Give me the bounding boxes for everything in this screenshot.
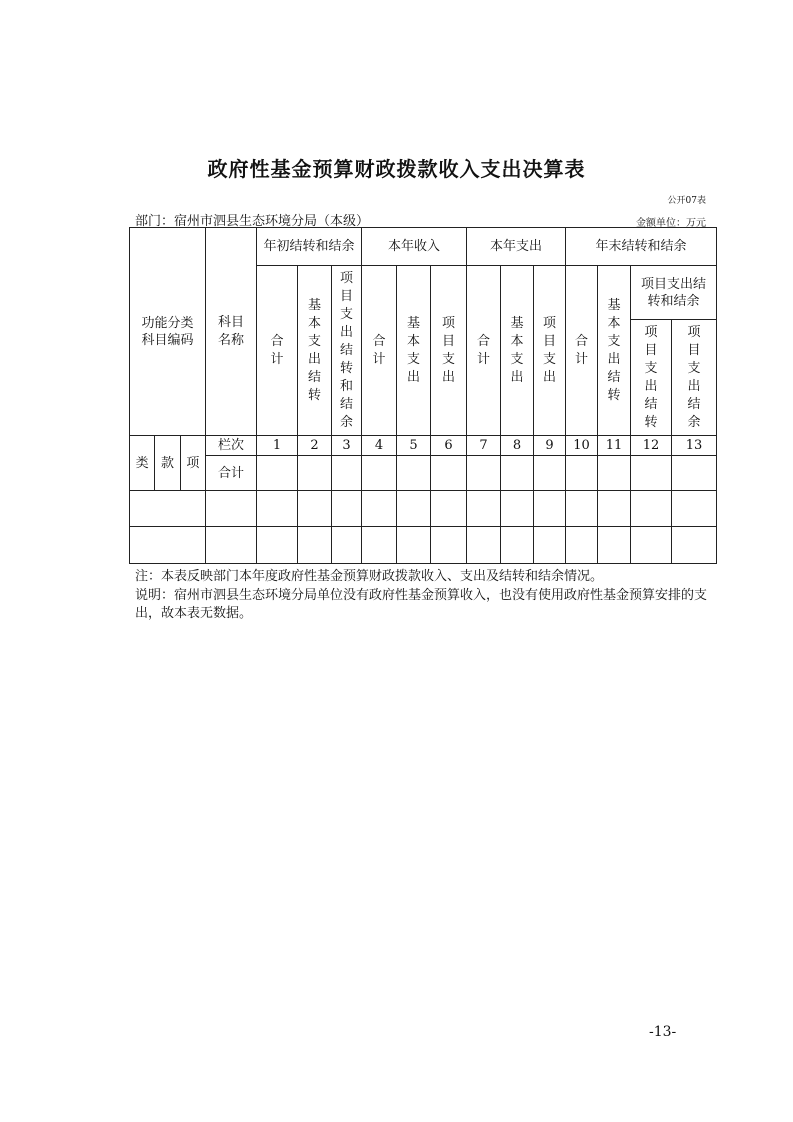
table-row xyxy=(130,456,717,491)
column-number: 6 xyxy=(431,436,467,456)
column-number: 7 xyxy=(467,436,501,456)
income-total-header: 合计 xyxy=(362,266,397,436)
income-project-header: 项目支出 xyxy=(431,266,467,436)
column-number: 9 xyxy=(534,436,566,456)
code-part-item: 项 xyxy=(186,455,200,471)
code-part-section: 款 xyxy=(155,436,180,490)
column-number: 8 xyxy=(501,436,534,456)
column-number: 3 xyxy=(332,436,362,456)
department-label: 部门：宿州市泗县生态环境分局（本级） xyxy=(135,214,370,229)
opening-total-header: 合计 xyxy=(257,266,298,436)
expense-project-header: 项目支出 xyxy=(534,266,566,436)
opening-project-header: 项目支出结转和结余 xyxy=(332,266,362,436)
closing-project-carry-header: 项目支出结转 xyxy=(631,320,672,436)
closing-project-header: 项目支出结转和结余 xyxy=(631,266,717,320)
table-explanation: 说明：宿州市泗县生态环境分局单位没有政府性基金预算收入，也没有使用政府性基金预算安排的支出，故本表无数据。 xyxy=(135,588,708,621)
opening-basic-carry-header: 基本支出结转 xyxy=(298,266,332,436)
column-number: 11 xyxy=(598,436,631,456)
budget-table xyxy=(129,227,717,564)
income-basic-header: 基本支出 xyxy=(397,266,431,436)
column-number: 10 xyxy=(566,436,598,456)
table-note: 注：本表反映部门本年度政府性基金预算财政拨款收入、支出及结转和结余情况。 xyxy=(135,569,604,584)
total-row-label: 合计 xyxy=(206,456,257,491)
income-header: 本年收入 xyxy=(362,228,467,266)
table-row xyxy=(130,527,717,564)
column-number: 5 xyxy=(397,436,431,456)
code-part-category: 类 xyxy=(130,436,155,490)
closing-total-header: 合计 xyxy=(566,266,598,436)
closing-project-balance-header: 项目支出结余 xyxy=(672,320,717,436)
expense-basic-header: 基本支出 xyxy=(501,266,534,436)
column-number-label: 栏次 xyxy=(206,436,257,456)
unit-label: 金额单位：万元 xyxy=(636,218,706,229)
table-row xyxy=(130,491,717,527)
page-number: -13- xyxy=(649,1024,677,1040)
opening-balance-header: 年初结转和结余 xyxy=(257,228,362,266)
column-number: 2 xyxy=(298,436,332,456)
page-title: 政府性基金预算财政拨款收入支出决算表 xyxy=(207,157,586,181)
column-number: 1 xyxy=(257,436,298,456)
name-header: 科目名称 xyxy=(206,228,257,436)
code-header: 功能分类科目编码 xyxy=(130,228,206,436)
column-number: 4 xyxy=(362,436,397,456)
column-number: 12 xyxy=(631,436,672,456)
column-number: 13 xyxy=(672,436,717,456)
expense-total-header: 合计 xyxy=(467,266,501,436)
closing-balance-header: 年末结转和结余 xyxy=(566,228,717,266)
form-number: 公开07表 xyxy=(667,196,706,206)
closing-basic-carry-header: 基本支出结转 xyxy=(598,266,631,436)
code-parts-cell xyxy=(130,436,206,491)
expense-header: 本年支出 xyxy=(467,228,566,266)
